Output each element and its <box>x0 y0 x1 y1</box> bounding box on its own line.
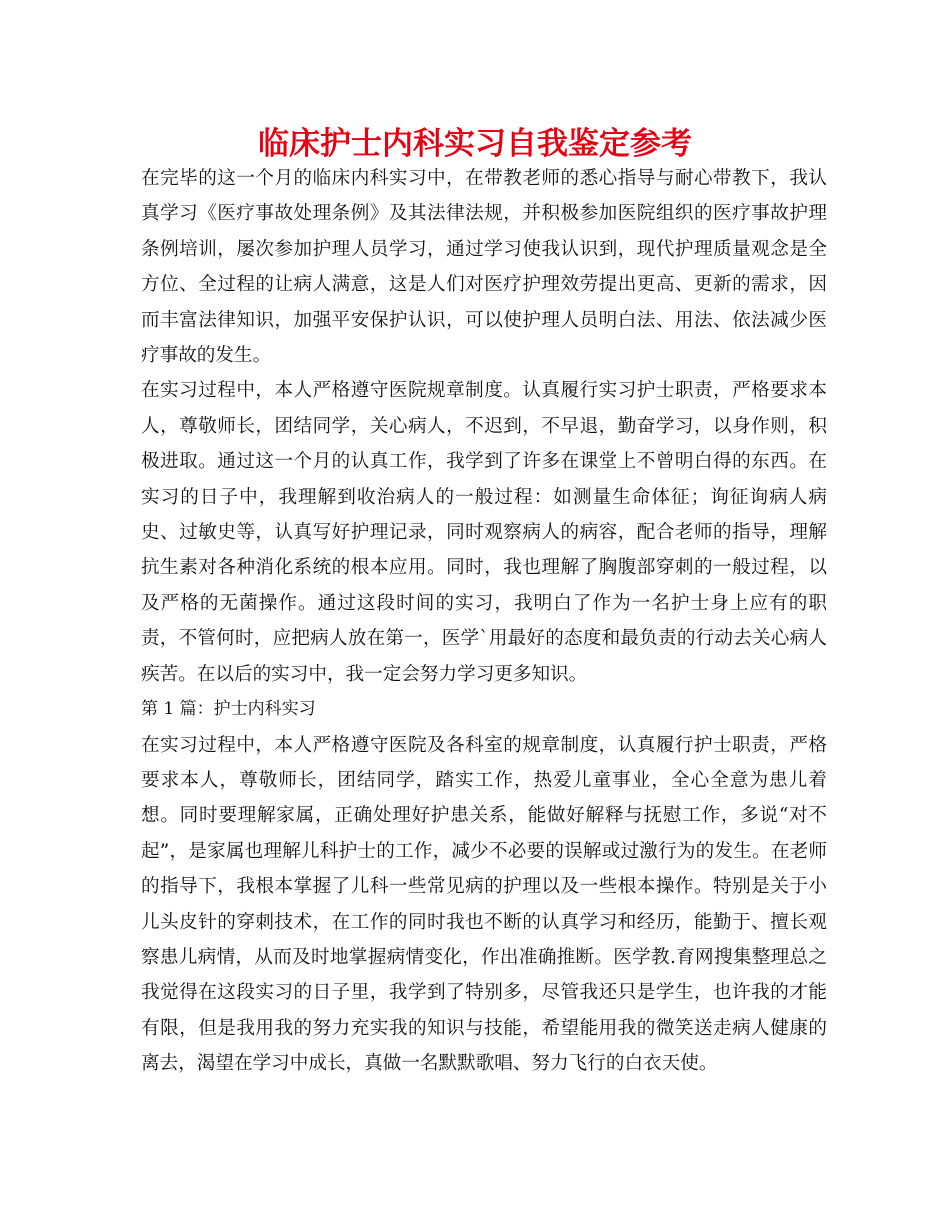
section-heading: 第 1 篇：护士内科实习 <box>141 699 316 720</box>
paragraph-1: 在完毕的这一个月的临床内科实习中，在带教老师的悉心指导与耐心带教下，我认真学习《医疗事故处理条例》及其法律法规，并积极参加医院组织的医疗事故护理条例培训，屡次参加护理人员学习，通过学习使我认识到，现代护理质量观念是全方位、全过程的让病人满意，这是人们对医疗护理效劳提出更高、更新的需求，因而丰富法律知识，加强平安保护认识，可以使护理人员明白法、用法、依法减少医疗事故的发生。 <box>141 168 827 367</box>
paragraph-2: 在实习过程中，本人严格遵守医院规章制度。认真履行实习护士职责，严格要求本人，尊敬师长，团结同学，关心病人，不迟到，不早退，勤奋学习，以身作则，积极进取。通过这一个月的认真工作，我学到了许多在课堂上不曾明白得的东西。在实习的日子中，我理解到收治病人的一般过程：如测量生命体征；询征询病人病史、过敏史等，认真写好护理记录，同时观察病人的病容，配合老师的指导，理解抗生素对各种消化系统的根本应用。同时，我也理解了胸腹部穿刺的一般过程，以及严格的无菌操作。通过这段时间的实习，我明白了作为一名护士身上应有的职责，不管何时，应把病人放在第一，医学`用最好的态度和最负责的行动去关心病人疾苦。在以后的实习中，我一定会努力学习更多知识。 <box>141 380 827 685</box>
document-title: 临床护士内科实习自我鉴定参考 <box>258 126 692 162</box>
section-paragraph-1: 在实习过程中，本人严格遵守医院及各科室的规章制度，认真履行护士职责，严格要求本人，尊敬师长，团结同学，踏实工作，热爱儿童事业，全心全意为患儿着想。同时要理解家属，正确处理好护患关系，能做好解释与抚慰工作，多说“对不起”，是家属也理解儿科护士的工作，减少不必要的误解或过激行为的发生。在老师的指导下，我根本掌握了儿科一些常见病的护理以及一些根本操作。特别是关于小儿头皮针的穿刺技术，在工作的同时我也不断的认真学习和经历，能勤于、擅长观察患儿病情，从而及时地掌握病情变化，作出准确推断。医学教.育网搜集整理总之我觉得在这段实习的日子里，我学到了特别多，尽管我还只是学生，也许我的才能有限，但是我用我的努力充实我的知识与技能，希望能用我的微笑送走病人健康的离去，渴望在学习中成长，真做一名默默歌唱、努力飞行的白衣天使。 <box>141 734 827 1075</box>
document-body <box>141 161 827 1082</box>
